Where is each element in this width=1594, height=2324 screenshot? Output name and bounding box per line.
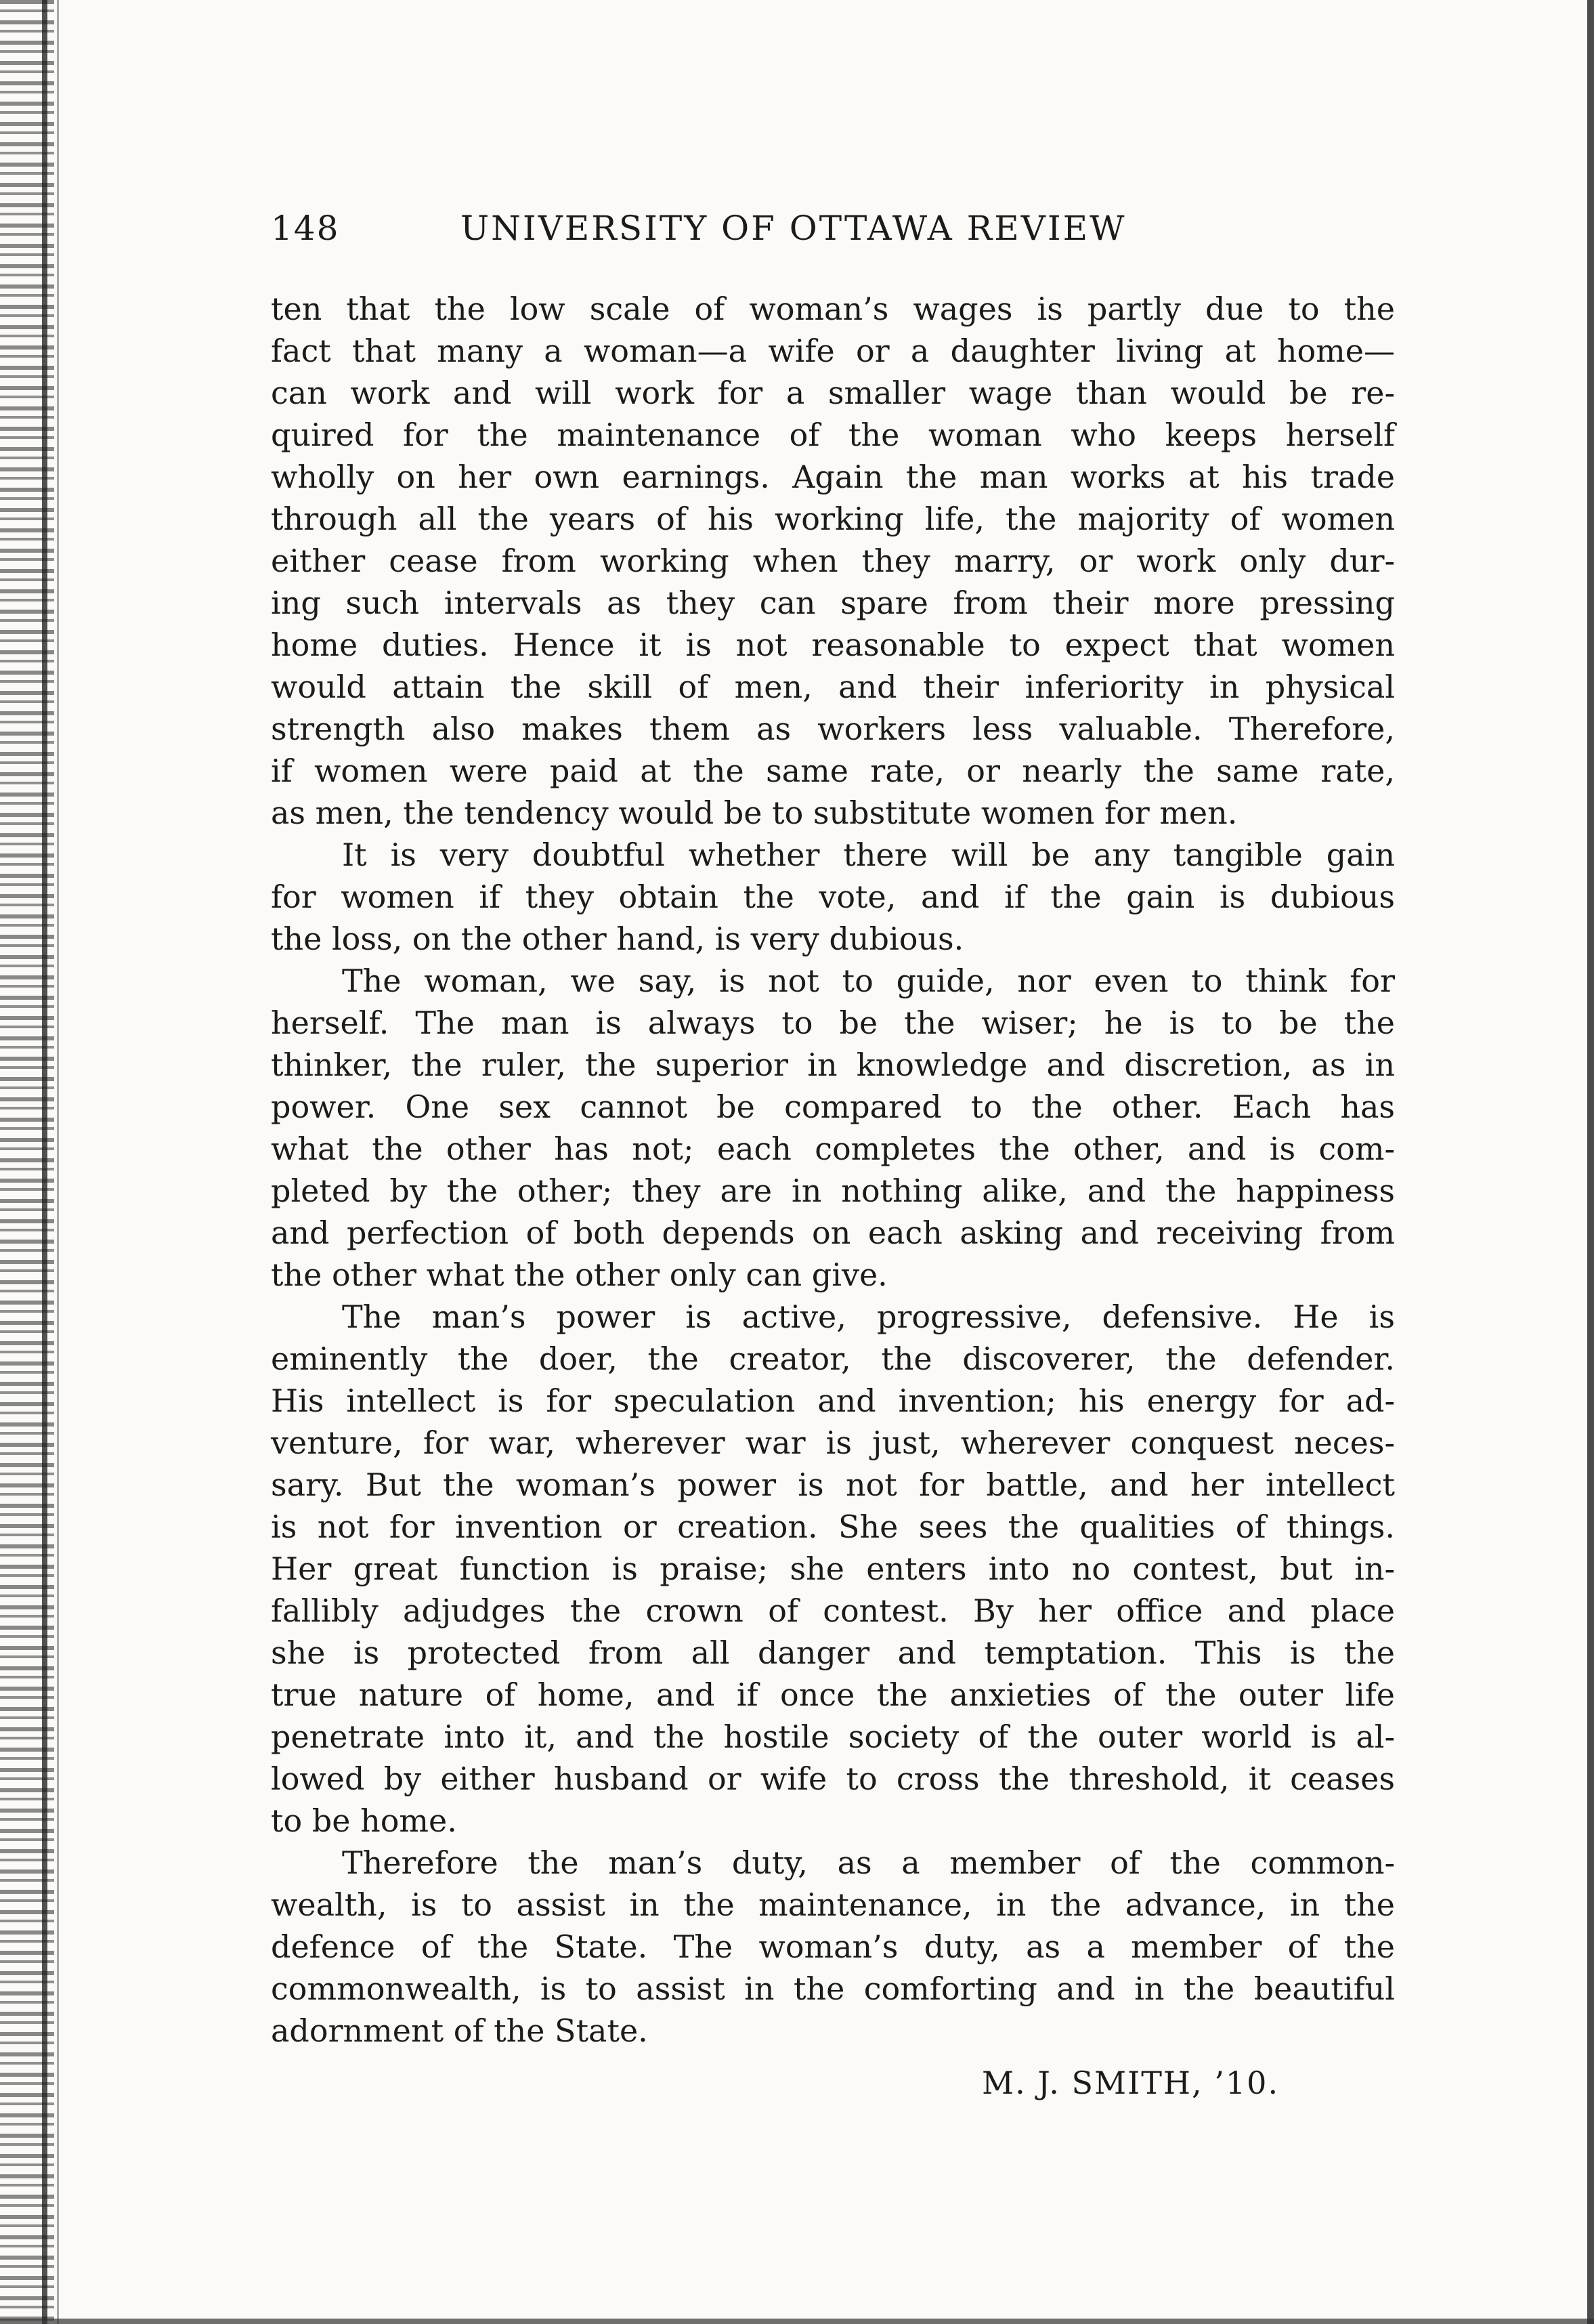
text-line: quired for the maintenance of the woman who keeps herself [271, 417, 1395, 453]
text-line: the other what the other only can give. [271, 1256, 888, 1293]
text-line: wholly on her own earnings. Again the man works at his trade [271, 459, 1395, 495]
author-signature: M. J. SMITH, ’10. [982, 2065, 1280, 2101]
text-line: herself. The man is always to be the wiser; he is to be the [271, 1005, 1395, 1041]
text-line: The woman, we say, is not to guide, nor even to think for [342, 963, 1395, 999]
text-line: power. One sex cannot be compared to the other. Each has [271, 1089, 1395, 1125]
text-line: for women if they obtain the vote, and if the gain is dubious [271, 879, 1395, 915]
text-line: strength also makes them as workers less valuable. Therefore, [271, 711, 1395, 747]
text-line: either cease from working when they marry, or work only dur- [271, 543, 1395, 579]
article-body [271, 288, 1395, 2052]
text-line: would attain the skill of men, and their inferiority in physical [271, 669, 1395, 705]
text-line: thinker, the ruler, the superior in knowledge and discretion, as in [271, 1047, 1395, 1083]
text-line: the loss, on the other hand, is very dubious. [271, 921, 964, 957]
text-line: defence of the State. The woman’s duty, as a member of the [271, 1928, 1395, 1965]
text-line: she is protected from all danger and temptation. This is the [271, 1634, 1395, 1671]
text-line: His intellect is for speculation and invention; his energy for ad- [271, 1382, 1395, 1419]
text-line: and perfection of both depends on each asking and receiving from [271, 1214, 1395, 1251]
text-line: if women were paid at the same rate, or nearly the same rate, [271, 753, 1395, 789]
page-bottom-edge [0, 2319, 1594, 2324]
text-line: to be home. [271, 1802, 457, 1839]
text-line: The man’s power is active, progressive, defensive. He is [342, 1298, 1395, 1335]
text-line: as men, the tendency would be to substitute women for men. [271, 795, 1238, 831]
text-line: venture, for war, wherever war is just, wherever conquest neces- [271, 1424, 1395, 1461]
text-line: through all the years of his working life, the majority of women [271, 501, 1395, 537]
text-line: lowed by either husband or wife to cross the threshold, it ceases [271, 1760, 1395, 1797]
page-header [271, 209, 1395, 270]
binding-rule [42, 0, 47, 2324]
text-line: true nature of home, and if once the anxieties of the outer life [271, 1676, 1395, 1713]
text-line: home duties. Hence it is not reasonable to expect that women [271, 627, 1395, 663]
page-right-edge [1587, 0, 1594, 2324]
text-line: ten that the low scale of woman’s wages is partly due to the [271, 291, 1395, 327]
text-line: It is very doubtful whether there will be any tangible gain [342, 837, 1395, 873]
text-line: commonwealth, is to assist in the comforting and in the beautiful [271, 1970, 1395, 2007]
text-line: pleted by the other; they are in nothing alike, and the happiness [271, 1172, 1395, 1209]
text-line: adornment of the State. [271, 2012, 648, 2049]
text-line: Therefore the man’s duty, as a member of the common- [342, 1844, 1395, 1881]
text-line: can work and will work for a smaller wage than would be re- [271, 375, 1395, 411]
text-line: ing such intervals as they can spare from their more pressing [271, 585, 1395, 621]
page-number: 148 [271, 209, 340, 248]
text-line: sary. But the woman’s power is not for battle, and her intellect [271, 1466, 1395, 1503]
text-line: penetrate into it, and the hostile society of the outer world is al- [271, 1718, 1395, 1755]
text-line: is not for invention or creation. She sees the qualities of things. [271, 1508, 1395, 1545]
text-line: what the other has not; each completes the other, and is com- [271, 1131, 1395, 1167]
text-line: Her great function is praise; she enters into no contest, but in- [271, 1550, 1395, 1587]
binding-rule-inner [57, 0, 59, 2324]
text-line: wealth, is to assist in the maintenance, in the advance, in the [271, 1886, 1395, 1923]
text-line: fallibly adjudges the crown of contest. By her office and place [271, 1592, 1395, 1629]
running-head: UNIVERSITY OF OTTAWA REVIEW [460, 209, 1127, 248]
text-line: fact that many a woman—a wife or a daughter living at home— [271, 333, 1395, 369]
text-line: eminently the doer, the creator, the discoverer, the defender. [271, 1340, 1395, 1377]
